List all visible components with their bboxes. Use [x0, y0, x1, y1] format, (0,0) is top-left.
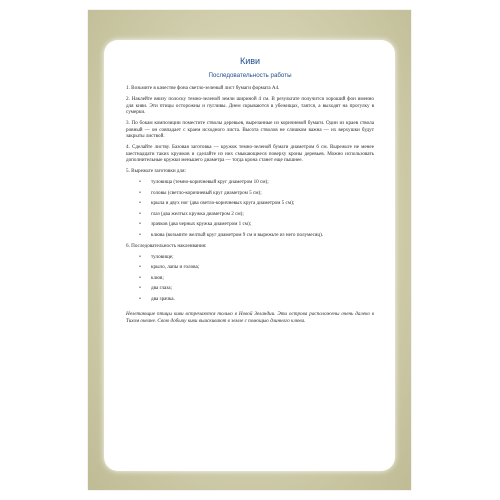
list-item-text: клюва (возьмите желтый круг диаметром 9 см и вырежьте из него полумесяц).	[151, 231, 324, 238]
bullet-icon: •	[139, 295, 141, 302]
bullet-icon: •	[139, 200, 141, 206]
list-item	[139, 211, 374, 218]
list-item-text: крыло, лапы и голова;	[151, 264, 200, 270]
step-3: 3. По бокам композиции поместите стволы деревьев, вырезанные из коричневой бумаги. Один из краев ствола ровный — он совпадает с краем исходного листа. Высота стволов не слишком важна — их верхушки будут закрыты листвой.	[126, 120, 374, 139]
list-item	[139, 275, 374, 282]
list-item	[139, 200, 374, 207]
bullet-icon: •	[139, 231, 141, 238]
step-5: 5. Вырежьте заготовки для:	[126, 168, 186, 174]
cutout-list	[126, 179, 374, 238]
list-item	[139, 296, 374, 303]
step-2: 2. Наклейте внизу полоску темно-зеленой земли шириной 4 см. В результате получится хороший фон именно для киви. Эти птицы осторожны и пугливы. Днем скрываются в убежищах, таятся, а выходят на прогулку в сумерки.	[126, 96, 374, 115]
bullet-icon: •	[139, 274, 141, 281]
page-frame	[88, 10, 411, 490]
list-item-text: зрачков (два черных кружка диаметром 1 см);	[151, 221, 252, 227]
bullet-icon: •	[139, 179, 141, 185]
list-item	[139, 179, 374, 186]
content-card	[104, 40, 395, 471]
list-item-text: два зрачка.	[151, 295, 175, 302]
list-item-text: туловища (темно-коричневый круг диаметром 10 см);	[151, 179, 269, 185]
step-6: 6. Последовательность наклеивания:	[126, 242, 207, 249]
bullet-icon: •	[139, 210, 141, 217]
list-item	[139, 221, 374, 228]
bullet-icon: •	[139, 253, 141, 260]
section-subtitle: Последовательность работы	[208, 72, 292, 79]
bullet-icon: •	[139, 189, 141, 196]
list-item-text: клюв;	[151, 274, 164, 281]
list-item-text: два глаза;	[151, 285, 172, 291]
list-item-text: туловище;	[151, 253, 174, 260]
step-4: 4. Сделайте листву. Базовая заготовка — кружок темно-зеленой бумаги диаметром 6 см. Вырежьте не менее шестнадцати таких кружков и сделайте из них смыкающиеся поверху кроны деревьев. Можно использовать дополнительные кружки меньшего диаметра — тогда крона станет еще пышнее.	[126, 144, 374, 163]
kiwi-fact-note: Нелетающие птицы киви встречаются только в Новой Зеландии. Эти острова расположены очень далеко в Тихом океане. Свою добычу киви выискивают в земле с помощью длинного клюва.	[126, 311, 374, 324]
list-item	[139, 285, 374, 292]
list-item-text: головы (светло-коричневый круг диаметром 5 см);	[151, 189, 262, 196]
list-item	[139, 254, 374, 261]
list-item	[139, 264, 374, 271]
list-item	[139, 190, 374, 197]
page-title: Киви	[239, 56, 261, 66]
step-1: 1. Возьмите в качестве фона светло-зеленый лист бумаги формата А4.	[126, 85, 280, 91]
list-item-text: глаз (два желтых кружка диаметром 2 см);	[151, 210, 244, 217]
bullet-icon: •	[139, 264, 141, 270]
list-item	[139, 232, 374, 239]
bullet-icon: •	[139, 221, 141, 227]
gluing-list	[126, 254, 374, 303]
list-item-text: крыла и двух ног (два светло-коричневых круга диаметром 5 см);	[151, 200, 295, 206]
bullet-icon: •	[139, 285, 141, 291]
